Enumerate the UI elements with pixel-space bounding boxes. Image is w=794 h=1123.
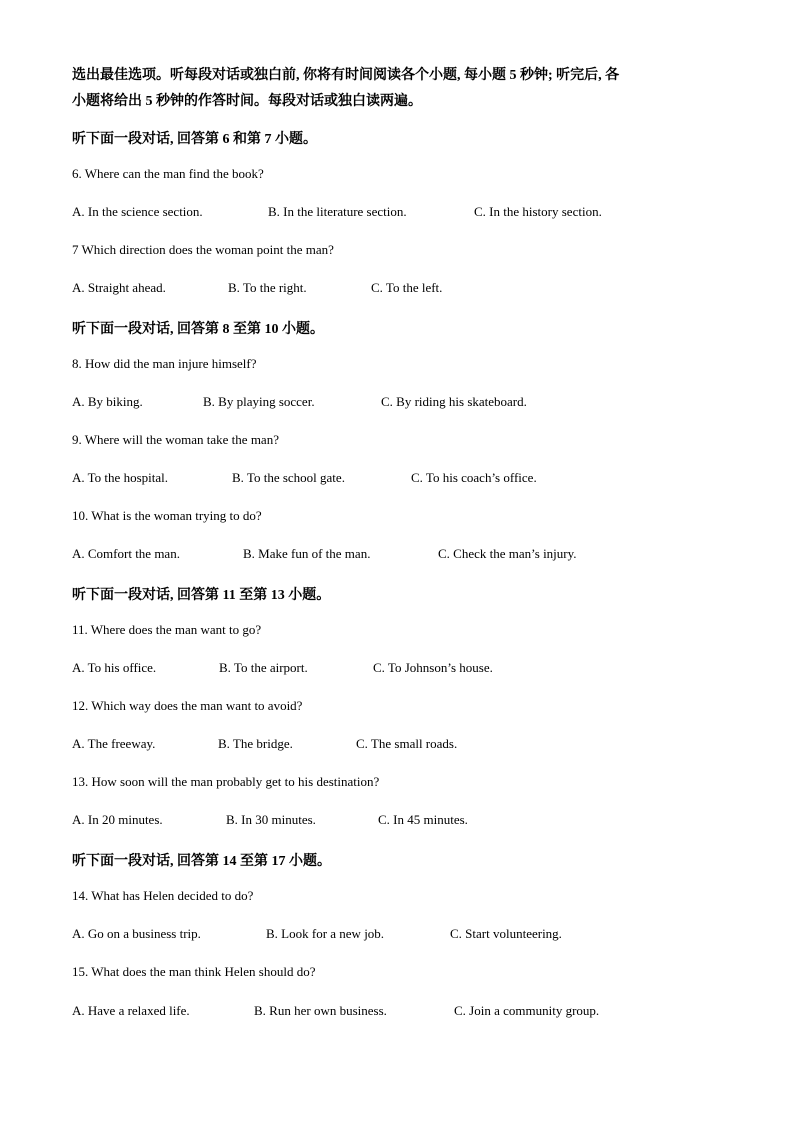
option-a[interactable]: A. Straight ahead. (72, 280, 166, 295)
option-c[interactable]: C. To his coach’s office. (411, 470, 537, 485)
option-b[interactable]: B. To the airport. (219, 660, 308, 675)
option-a[interactable]: A. Go on a business trip. (72, 926, 201, 941)
section-heading: 听下面一段对话, 回答第 14 至第 17 小题。 (72, 854, 331, 869)
section-heading: 听下面一段对话, 回答第 11 至第 13 小题。 (72, 588, 331, 603)
option-c[interactable]: C. Start volunteering. (450, 926, 562, 941)
option-c[interactable]: C. To the left. (371, 280, 443, 295)
question-7: 7 Which direction does the woman point the man? (72, 242, 334, 257)
option-a[interactable]: A. To his office. (72, 660, 157, 675)
question-12: 12. Which way does the man want to avoid? (72, 698, 303, 713)
option-b[interactable]: B. By playing soccer. (203, 394, 315, 409)
option-a[interactable]: A. The freeway. (72, 736, 156, 751)
option-b[interactable]: B. In 30 minutes. (226, 812, 316, 827)
option-b[interactable]: B. To the right. (228, 280, 307, 295)
option-c[interactable]: C. By riding his skateboard. (381, 394, 527, 409)
option-b[interactable]: B. Look for a new job. (266, 926, 385, 941)
option-a[interactable]: A. In the science section. (72, 204, 203, 219)
option-c[interactable]: C. Check the man’s injury. (438, 546, 577, 561)
option-b[interactable]: B. To the school gate. (232, 470, 345, 485)
question-8: 8. How did the man injure himself? (72, 356, 257, 371)
section-heading: 听下面一段对话, 回答第 6 和第 7 小题。 (72, 132, 317, 147)
option-c[interactable]: C. The small roads. (356, 736, 458, 751)
question-14: 14. What has Helen decided to do? (72, 888, 254, 903)
option-b[interactable]: B. In the literature section. (268, 204, 407, 219)
question-10: 10. What is the woman trying to do? (72, 508, 262, 523)
option-c[interactable]: C. Join a community group. (454, 1003, 600, 1018)
instructions-line-2: 小题将给出 5 秒钟的作答时间。每段对话或独白读两遍。 (72, 94, 422, 109)
option-c[interactable]: C. In the history section. (474, 204, 602, 219)
option-b[interactable]: B. Run her own business. (254, 1003, 387, 1018)
option-b[interactable]: B. Make fun of the man. (243, 546, 371, 561)
option-a[interactable]: A. In 20 minutes. (72, 812, 163, 827)
question-15: 15. What does the man think Helen should do? (72, 964, 316, 979)
question-13: 13. How soon will the man probably get to his destination? (72, 774, 380, 789)
question-9: 9. Where will the woman take the man? (72, 432, 279, 447)
option-a[interactable]: A. Have a relaxed life. (72, 1003, 190, 1018)
question-11: 11. Where does the man want to go? (72, 622, 262, 637)
instructions-line-1: 选出最佳选项。听每段对话或独白前, 你将有时间阅读各个小题, 每小题 5 秒钟; 听完后, 各 (72, 68, 620, 83)
section-heading: 听下面一段对话, 回答第 8 至第 10 小题。 (72, 322, 324, 337)
question-6: 6. Where can the man find the book? (72, 166, 264, 181)
option-a[interactable]: A. To the hospital. (72, 470, 168, 485)
option-a[interactable]: A. By biking. (72, 394, 143, 409)
option-a[interactable]: A. Comfort the man. (72, 546, 180, 561)
option-c[interactable]: C. To Johnson’s house. (373, 660, 493, 675)
option-b[interactable]: B. The bridge. (218, 736, 293, 751)
option-c[interactable]: C. In 45 minutes. (378, 812, 468, 827)
